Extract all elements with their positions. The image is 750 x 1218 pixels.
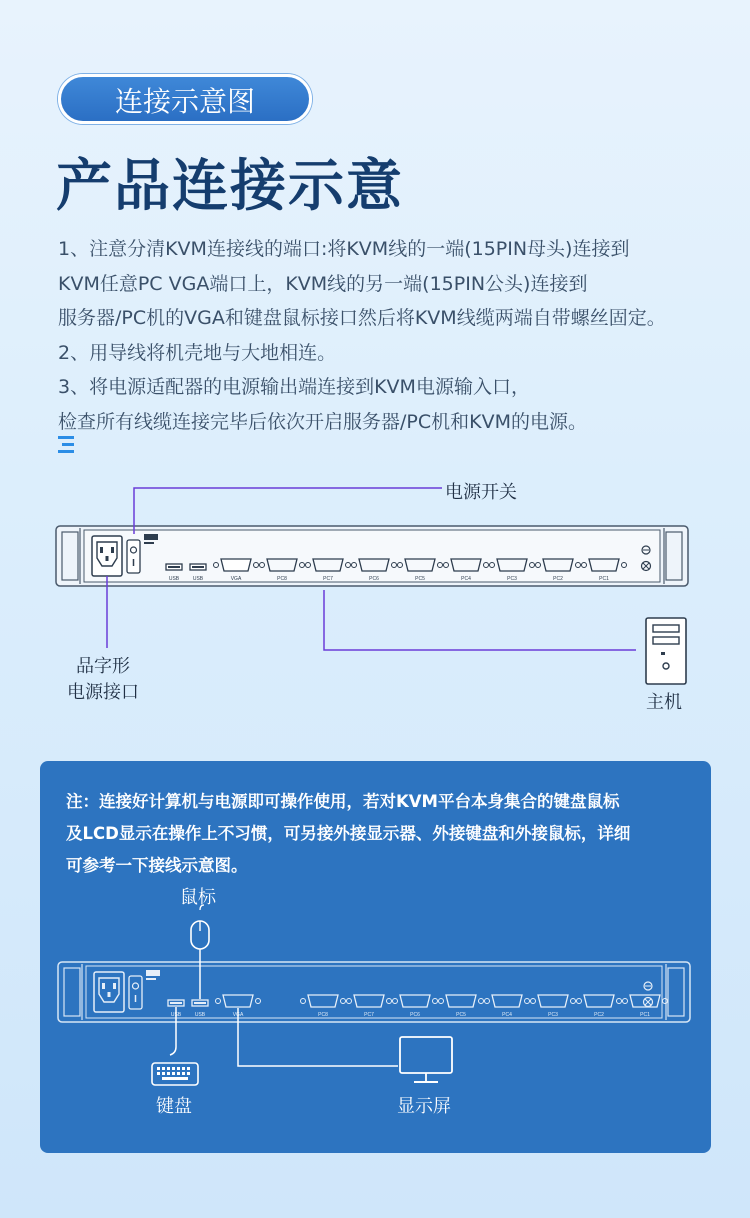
note-line: 可参考一下接线示意图。 (66, 856, 248, 875)
page-title: 产品连接示意 (56, 154, 404, 219)
pc-port-label: PC5 (456, 1012, 466, 1018)
mouse-icon (191, 905, 209, 949)
note-panel (40, 761, 711, 1153)
note-line: 及LCD显示在操作上不习惯，可另接外接显示器、外接键盘和外接鼠标，详细 (66, 824, 631, 843)
pc-port-label: PC4 (502, 1012, 512, 1018)
power-switch-label: 电源开关 (445, 482, 517, 503)
description-line: 3、将电源适配器的电源输出端连接到KVM电源输入口， (58, 376, 530, 398)
section-badge: 连接示意图 (58, 74, 312, 124)
menu-icon (56, 433, 78, 455)
external-devices-diagram (40, 761, 711, 1153)
usb-label: USB (194, 1012, 206, 1018)
pc-port-label: PC7 (364, 1012, 374, 1018)
pc-port-label: PC5 (415, 576, 425, 582)
pc-port-label: PC7 (323, 576, 333, 582)
connection-diagram (0, 470, 750, 730)
note-line: 注：连接好计算机与电源即可操作使用，若对KVM平台本身集合的键盘鼠标 (66, 792, 620, 811)
monitor-label: 显示屏 (397, 1096, 451, 1117)
pc-port-label: PC8 (318, 1012, 328, 1018)
description (58, 232, 718, 439)
vga-label: VGA (230, 576, 242, 582)
pc-port-label: PC1 (640, 1012, 650, 1018)
power-socket-label: 电源接口 (67, 682, 139, 703)
pc-port-label: PC8 (277, 576, 287, 582)
power-socket-label: 品字形 (76, 656, 130, 677)
description-line: 2、用导线将机壳地与大地相连。 (58, 341, 337, 364)
pc-port-label: PC3 (507, 576, 517, 582)
host-connection-line (324, 590, 636, 650)
vga-label: VGA (232, 1012, 244, 1018)
pc-port-label: PC2 (553, 576, 563, 582)
pc-port-label: PC6 (410, 1012, 420, 1018)
usb-label: USB (170, 1012, 182, 1018)
usb-label: USB (168, 576, 180, 582)
keyboard-label: 键盘 (156, 1096, 192, 1117)
description-line: KVM任意PC VGA端口上，KVM线的另一端(15PIN公头)连接到 (58, 272, 588, 295)
description-line: 1、注意分清KVM连接线的端口:将KVM线的一端(15PIN母头)连接到 (58, 238, 630, 260)
description-line: 检查所有线缆连接完毕后依次开启服务器/PC机和KVM的电源。 (58, 410, 587, 433)
pc-port-label: PC1 (599, 576, 609, 582)
usb-label: USB (192, 576, 204, 582)
host-label: 主机 (646, 692, 682, 713)
pc-port-label: PC6 (369, 576, 379, 582)
pc-port-label: PC3 (548, 1012, 558, 1018)
description-line: 服务器/PC机的VGA和键盘鼠标接口然后将KVM线缆两端自带螺丝固定。 (58, 307, 666, 329)
power-socket (92, 536, 122, 576)
host-computer-icon (646, 618, 686, 684)
monitor-icon (400, 1037, 452, 1082)
mouse-label: 鼠标 (180, 887, 216, 908)
pc-port-label: PC4 (461, 576, 471, 582)
keyboard-icon (152, 1063, 198, 1085)
pc-port-label: PC2 (594, 1012, 604, 1018)
